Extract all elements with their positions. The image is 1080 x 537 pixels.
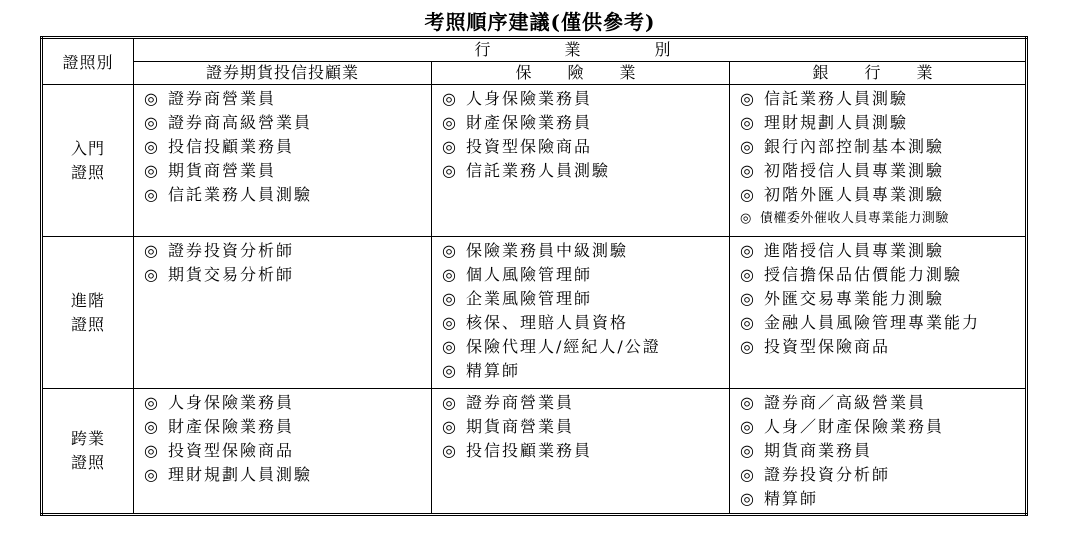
list-item — [144, 183, 431, 207]
double-circle-icon: ◎ — [740, 161, 756, 180]
table-row-advanced — [42, 237, 1027, 389]
list-item — [740, 487, 1025, 511]
list-item — [144, 239, 431, 263]
certificate-name: 銀行內部控制基本測驗 — [763, 137, 944, 156]
list-item — [442, 335, 729, 359]
certificate-name: 精算師 — [763, 489, 818, 508]
certificate-name: 人身／財產保險業務員 — [763, 417, 944, 436]
column-header-insurance: 保 險 業 — [432, 62, 730, 85]
certificate-name: 精算師 — [465, 361, 520, 380]
list-item — [144, 159, 431, 183]
certificate-name: 期貨商營業員 — [465, 417, 574, 436]
double-circle-icon: ◎ — [740, 313, 756, 332]
double-circle-icon: ◎ — [740, 465, 756, 484]
certificate-name: 投資型保險商品 — [167, 441, 294, 460]
certificate-name: 人身保險業務員 — [465, 89, 592, 108]
row-header-advanced — [42, 237, 134, 389]
cell-advanced-insurance — [432, 237, 730, 389]
certificate-name: 保險業務員中級測驗 — [465, 241, 628, 260]
row-header-line: 進階 — [70, 290, 105, 310]
double-circle-icon: ◎ — [740, 241, 756, 260]
certificate-name: 外匯交易專業能力測驗 — [763, 289, 944, 308]
certificate-name: 期貨商業務員 — [763, 441, 872, 460]
double-circle-icon: ◎ — [144, 113, 160, 132]
double-circle-icon: ◎ — [740, 89, 756, 108]
certificate-name: 企業風險管理師 — [465, 289, 592, 308]
certificate-name: 財產保險業務員 — [465, 113, 592, 132]
certificate-name: 信託業務人員測驗 — [763, 89, 908, 108]
double-circle-icon: ◎ — [740, 185, 756, 204]
list-item — [442, 135, 729, 159]
list-item — [740, 135, 1025, 159]
certificate-name: 保險代理人/經紀人/公證 — [465, 337, 661, 356]
double-circle-icon: ◎ — [740, 489, 756, 508]
double-circle-icon: ◎ — [144, 161, 160, 180]
certificate-name: 信託業務人員測驗 — [167, 185, 312, 204]
row-header-entry — [42, 85, 134, 237]
certificate-name: 金融人員風險管理專業能力 — [763, 313, 980, 332]
certificate-name: 授信擔保品估價能力測驗 — [763, 265, 962, 284]
certificate-name: 期貨商營業員 — [167, 161, 276, 180]
list-item — [740, 335, 1025, 359]
certificate-name: 理財規劃人員測驗 — [167, 465, 312, 484]
list-item — [740, 415, 1025, 439]
row-header-line: 證照 — [70, 314, 105, 334]
cell-cross-insurance — [432, 389, 730, 515]
certificate-name: 信託業務人員測驗 — [465, 161, 610, 180]
list-item — [740, 239, 1025, 263]
list-item — [144, 391, 431, 415]
certification-table — [40, 36, 1028, 516]
certificate-name: 證券投資分析師 — [167, 241, 294, 260]
double-circle-icon: ◎ — [442, 337, 458, 356]
cell-advanced-banking — [730, 237, 1027, 389]
certificate-name: 期貨交易分析師 — [167, 265, 294, 284]
double-circle-icon: ◎ — [144, 441, 160, 460]
double-circle-icon: ◎ — [442, 113, 458, 132]
double-circle-icon: ◎ — [740, 137, 756, 156]
double-circle-icon: ◎ — [740, 289, 756, 308]
corner-header: 證照別 — [42, 38, 134, 85]
double-circle-icon: ◎ — [144, 465, 160, 484]
certificate-name: 核保、理賠人員資格 — [465, 313, 628, 332]
list-item — [442, 311, 729, 335]
double-circle-icon: ◎ — [144, 241, 160, 260]
list-item — [144, 439, 431, 463]
list-item — [740, 463, 1025, 487]
double-circle-icon: ◎ — [442, 393, 458, 412]
list-item — [144, 111, 431, 135]
double-circle-icon: ◎ — [740, 265, 756, 284]
list-item — [740, 263, 1025, 287]
double-circle-icon: ◎ — [442, 361, 458, 380]
double-circle-icon: ◎ — [442, 417, 458, 436]
cell-advanced-securities — [134, 237, 432, 389]
list-item — [442, 391, 729, 415]
certificate-name: 投資型保險商品 — [763, 337, 890, 356]
double-circle-icon: ◎ — [442, 137, 458, 156]
double-circle-icon: ◎ — [740, 441, 756, 460]
certificate-name: 財產保險業務員 — [167, 417, 294, 436]
list-item — [144, 463, 431, 487]
list-item — [144, 415, 431, 439]
list-item — [740, 287, 1025, 311]
double-circle-icon: ◎ — [442, 89, 458, 108]
cell-entry-securities — [134, 85, 432, 237]
list-item — [442, 263, 729, 287]
row-header-cross — [42, 389, 134, 515]
row-header-line: 證照 — [70, 453, 105, 472]
certificate-name: 理財規劃人員測驗 — [763, 113, 908, 132]
industry-header: 行 業 別 — [134, 38, 1027, 62]
certificate-name: 初階授信人員專業測驗 — [763, 161, 944, 180]
double-circle-icon: ◎ — [740, 113, 756, 132]
cell-entry-banking — [730, 85, 1027, 237]
cell-entry-insurance — [432, 85, 730, 237]
double-circle-icon: ◎ — [442, 441, 458, 460]
list-item — [144, 87, 431, 111]
list-item — [144, 263, 431, 287]
double-circle-icon: ◎ — [740, 393, 756, 412]
cell-cross-securities — [134, 389, 432, 515]
list-item — [442, 439, 729, 463]
list-item — [442, 159, 729, 183]
double-circle-icon: ◎ — [442, 241, 458, 260]
list-item — [442, 287, 729, 311]
certificate-name: 人身保險業務員 — [167, 393, 294, 412]
list-item — [144, 135, 431, 159]
list-item — [740, 111, 1025, 135]
list-item — [740, 159, 1025, 183]
list-item — [740, 183, 1025, 207]
certificate-name: 投信投顧業務員 — [167, 137, 294, 156]
certificate-name: 投信投顧業務員 — [465, 441, 592, 460]
certificate-name: 證券商營業員 — [465, 393, 574, 412]
list-item — [442, 415, 729, 439]
list-item — [740, 439, 1025, 463]
row-header-line: 證照 — [70, 162, 105, 182]
table-row-cross — [42, 389, 1027, 515]
certificate-name: 初階外匯人員專業測驗 — [763, 185, 944, 204]
list-item — [740, 87, 1025, 111]
double-circle-icon: ◎ — [144, 137, 160, 156]
certificate-name: 進階授信人員專業測驗 — [763, 241, 944, 260]
list-item — [442, 239, 729, 263]
certificate-name: 投資型保險商品 — [465, 137, 592, 156]
double-circle-icon: ◎ — [442, 289, 458, 308]
certificate-name: 證券商營業員 — [167, 89, 276, 108]
table-row-entry — [42, 85, 1027, 237]
double-circle-icon: ◎ — [740, 417, 756, 436]
list-item — [442, 111, 729, 135]
double-circle-icon: ◎ — [740, 211, 752, 226]
double-circle-icon: ◎ — [144, 417, 160, 436]
certificate-name: 證券商／高級營業員 — [763, 393, 926, 412]
list-item — [740, 311, 1025, 335]
certificate-name: 證券商高級營業員 — [167, 113, 312, 132]
certificate-name: 個人風險管理師 — [465, 265, 592, 284]
double-circle-icon: ◎ — [144, 185, 160, 204]
list-item — [740, 207, 1025, 231]
certificate-name: 證券投資分析師 — [763, 465, 890, 484]
cell-cross-banking — [730, 389, 1027, 515]
double-circle-icon: ◎ — [442, 265, 458, 284]
list-item — [442, 87, 729, 111]
document-title: 考照順序建議(僅供參考) — [424, 10, 656, 34]
double-circle-icon: ◎ — [144, 393, 160, 412]
double-circle-icon: ◎ — [144, 89, 160, 108]
double-circle-icon: ◎ — [442, 161, 458, 180]
column-header-securities: 證券期貨投信投顧業 — [134, 62, 432, 85]
double-circle-icon: ◎ — [442, 313, 458, 332]
row-header-line: 跨業 — [70, 429, 105, 448]
list-item — [442, 359, 729, 383]
list-item — [740, 391, 1025, 415]
row-header-line: 入門 — [70, 138, 105, 158]
double-circle-icon: ◎ — [144, 265, 160, 284]
double-circle-icon: ◎ — [740, 337, 756, 356]
column-header-banking: 銀 行 業 — [730, 62, 1027, 85]
certificate-name: 債權委外催收人員專業能力測驗 — [759, 211, 949, 226]
